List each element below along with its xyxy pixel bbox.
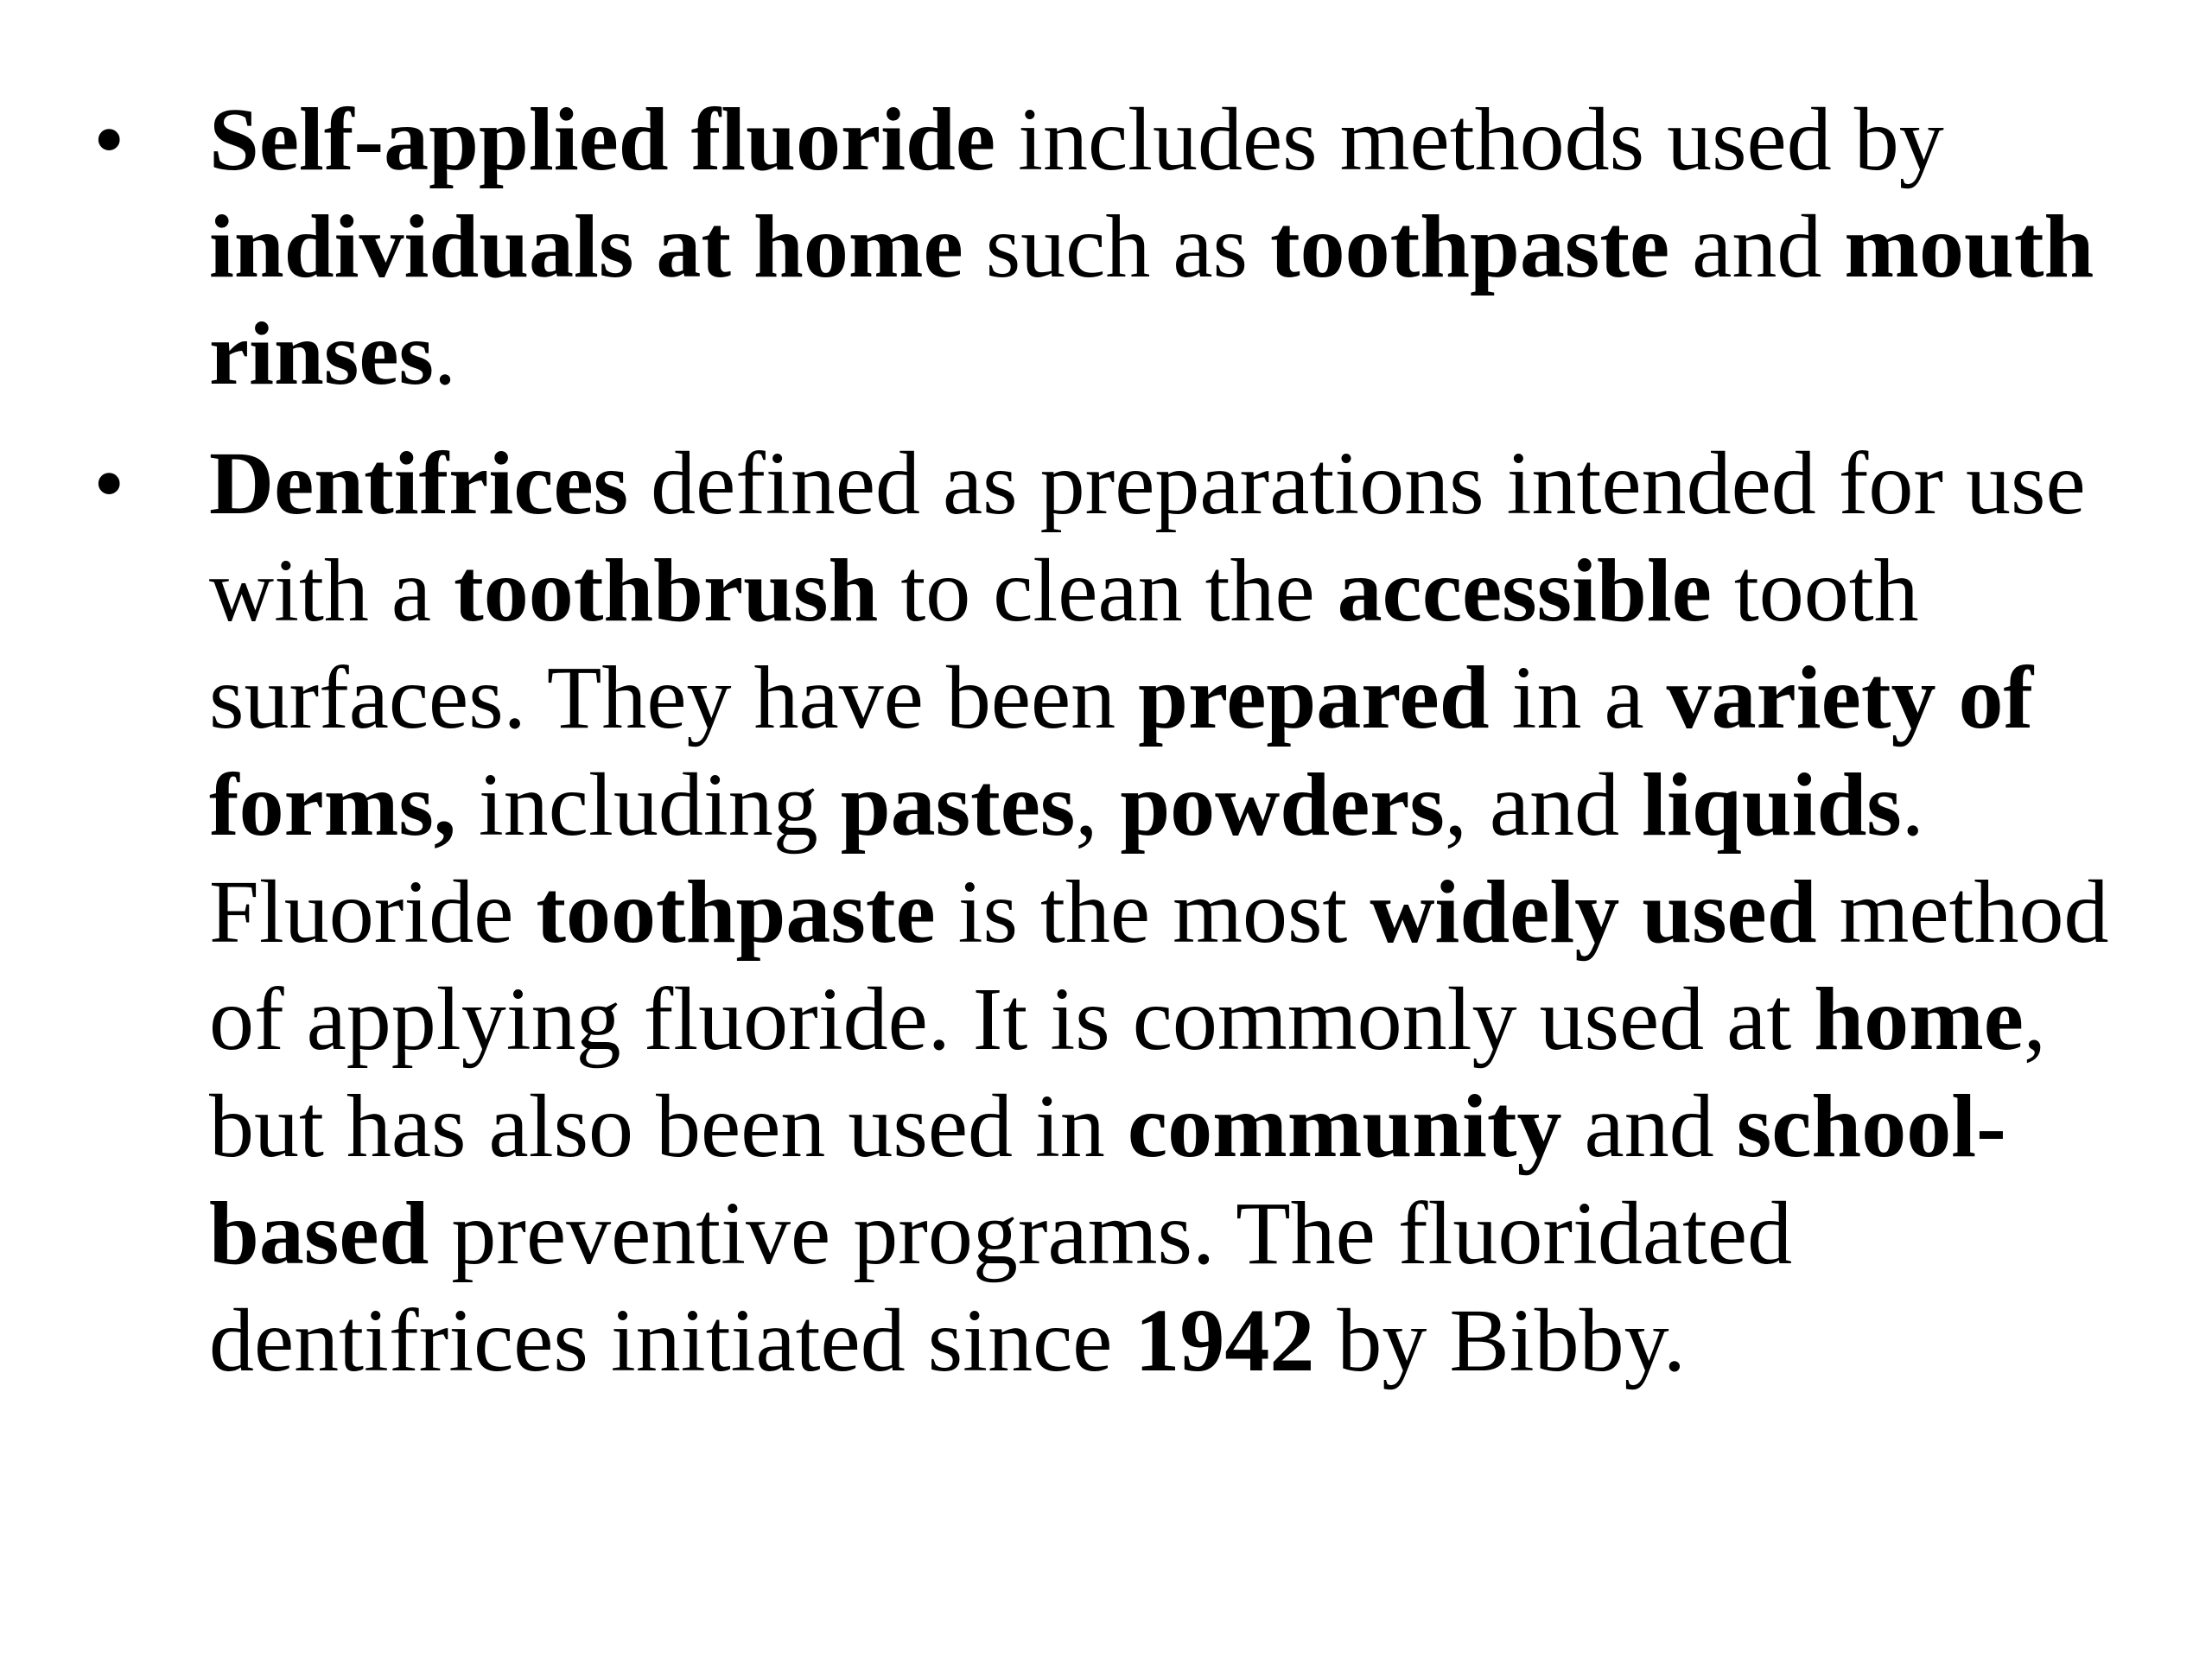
bullet-list	[86, 86, 2177, 1417]
text-segment: .	[434, 304, 456, 404]
bold-text-segment: Self-applied fluoride	[209, 90, 996, 189]
text-segment: . Fluoride	[209, 755, 1924, 962]
bold-text-segment: community	[1127, 1077, 1562, 1176]
bold-text-segment: powders	[1120, 755, 1445, 855]
bold-text-segment: mouth rinses	[209, 197, 2094, 404]
text-segment: ,	[1075, 755, 1121, 855]
bold-text-segment: toothpaste	[1269, 197, 1670, 296]
bold-text-segment: school-based	[209, 1077, 2006, 1283]
text-segment: and	[1669, 197, 1845, 296]
text-segment: method of applying fluoride. It is commonly used at	[209, 862, 2109, 1069]
bold-text-segment: toothpaste	[536, 862, 936, 962]
text-segment: to clean the	[878, 541, 1338, 640]
text-segment: , but has also been used in	[209, 969, 2046, 1176]
bullet-item-self-applied-fluoride	[86, 86, 2177, 408]
text-segment: tooth surfaces. They have been	[209, 541, 1919, 747]
bold-text-segment: home	[1814, 969, 2024, 1069]
bold-text-segment: widely used	[1370, 862, 1817, 962]
bold-text-segment: liquids	[1642, 755, 1902, 855]
text-segment: and	[1561, 1077, 1737, 1176]
text-segment: such as	[963, 197, 1270, 296]
bold-text-segment: pastes	[840, 755, 1076, 855]
text-segment: in a	[1489, 648, 1667, 747]
bullet-icon: •	[93, 434, 125, 533]
text-segment: preventive programs. The fluoridated dentifrices initiated since	[209, 1184, 1793, 1390]
text-segment: , and	[1444, 755, 1643, 855]
bold-text-segment: variety of forms,	[209, 648, 2034, 855]
bold-text-segment: Dentifrices	[209, 434, 629, 533]
bold-text-segment: individuals at home	[209, 197, 963, 296]
bullet-text	[209, 434, 2109, 1390]
bold-text-segment: toothbrush	[454, 541, 879, 640]
text-segment: defined as preparations intended for use with a	[209, 434, 2086, 640]
bullet-icon: •	[93, 90, 125, 189]
text-segment: includes methods used by	[995, 90, 1944, 189]
bullet-item-dentifrices	[86, 430, 2177, 1395]
text-segment: by Bibby.	[1314, 1291, 1686, 1390]
bold-text-segment: prepared	[1138, 648, 1490, 747]
bold-text-segment: accessible	[1337, 541, 1712, 640]
bold-text-segment: 1942	[1135, 1291, 1315, 1390]
bullet-text	[209, 90, 2094, 404]
text-segment: is the most	[935, 862, 1370, 962]
text-segment: including	[455, 755, 841, 855]
